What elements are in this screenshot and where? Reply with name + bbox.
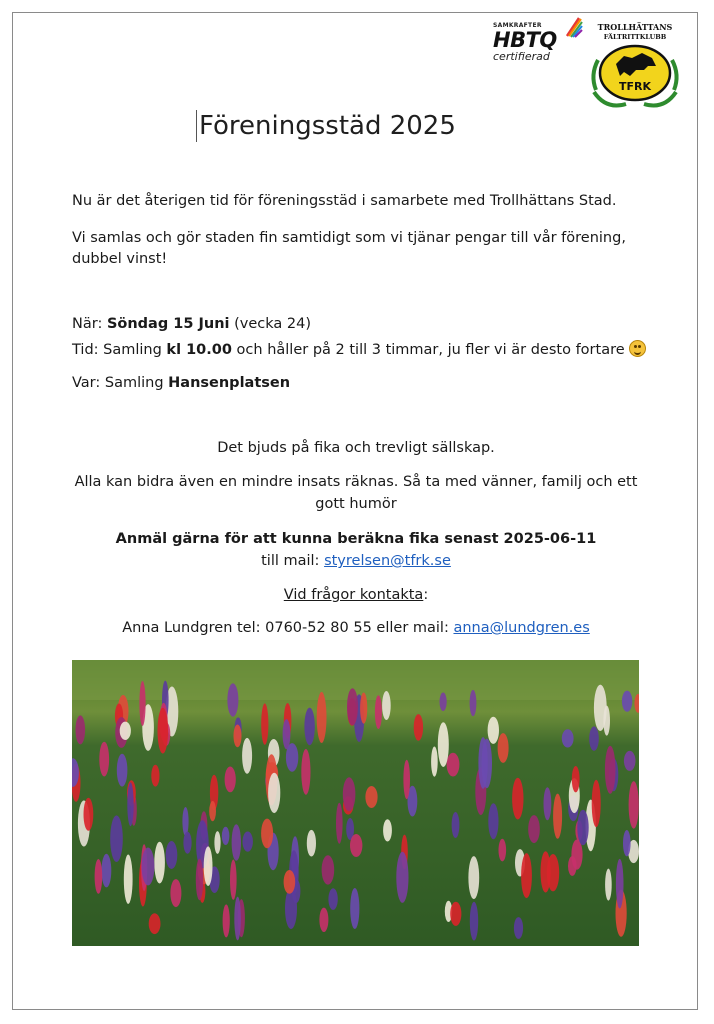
- flower-bed-photo: [72, 660, 639, 946]
- flower-spike: [209, 801, 216, 821]
- flower-spike: [347, 688, 358, 725]
- flower-spike: [622, 691, 632, 712]
- flower-spike: [336, 803, 343, 844]
- club-logo-sub-text: FÄLTRITTKLUBB: [603, 33, 667, 41]
- flower-spike: [117, 754, 128, 787]
- signup-line: Anmäl gärna för att kunna beräkna fika senast 2025-06-11: [115, 531, 597, 547]
- flower-spike: [328, 888, 337, 910]
- flower-spike: [301, 749, 310, 795]
- flower-spike: [383, 819, 392, 841]
- time-line: [72, 339, 646, 361]
- flower-spike: [450, 902, 461, 926]
- contact-email-link[interactable]: anna@lundgren.es: [453, 620, 590, 636]
- flower-spike: [183, 832, 191, 854]
- smiley-icon: [629, 340, 646, 357]
- flower-spike: [285, 888, 297, 929]
- flower-spike: [414, 714, 423, 741]
- flower-spike: [528, 815, 540, 843]
- flower-spike: [261, 703, 268, 744]
- intro-line-3: dubbel vinst!: [72, 251, 168, 267]
- flower-spike: [616, 859, 624, 909]
- questions-colon: :: [423, 587, 429, 603]
- flower-spike: [158, 708, 169, 754]
- flower-spike: [284, 870, 296, 894]
- flower-spike: [452, 812, 460, 838]
- flower-spike: [234, 725, 242, 748]
- contact-prefix: Anna Lundgren tel: 0760-52 80 55 eller mail:: [122, 620, 454, 636]
- flower-spike: [225, 767, 236, 793]
- flower-spike: [375, 695, 382, 729]
- when-label: När:: [72, 316, 107, 332]
- flower-spike: [99, 742, 109, 777]
- flower-spike: [512, 778, 523, 820]
- intro-line-1: Nu är det återigen tid för föreningsstäd i samarbete med Trollhättans Stad.: [72, 193, 617, 209]
- flower-spike: [149, 913, 161, 934]
- flower-spike: [438, 722, 449, 767]
- flower-spike: [204, 846, 213, 886]
- flower-spike: [127, 782, 133, 826]
- flower-spike: [230, 860, 237, 900]
- flower-spike: [360, 693, 367, 724]
- fika-line: Det bjuds på fika och trevligt sällskap.: [217, 440, 495, 456]
- flower-spike: [322, 855, 335, 884]
- flower-spike: [124, 855, 133, 904]
- flower-spike: [470, 690, 477, 716]
- flower-spike: [268, 773, 280, 813]
- flower-spike: [624, 751, 636, 771]
- flower-spike: [196, 859, 203, 901]
- flower-spike: [343, 777, 356, 811]
- flower-spike: [592, 780, 601, 827]
- page-title: Föreningsstäd 2025: [196, 110, 456, 142]
- flower-spike: [521, 853, 532, 898]
- intro-line-2: Vi samlas och gör staden fin samtidigt som vi tjänar pengar till vår förening,: [72, 230, 626, 246]
- flower-spike: [553, 794, 562, 839]
- where-line: [72, 372, 290, 394]
- flower-spike: [447, 753, 460, 777]
- flower-spike: [382, 691, 391, 720]
- flower-spike: [223, 904, 230, 937]
- flower-spike: [234, 897, 241, 941]
- flower-spike: [139, 681, 145, 726]
- flower-spike: [403, 760, 410, 799]
- flower-spike: [102, 854, 112, 888]
- hbtq-logo-main-text: HBTQ: [493, 28, 557, 52]
- flower-spike: [151, 765, 159, 787]
- flower-spike: [243, 832, 253, 852]
- flower-spike: [470, 902, 478, 941]
- contact-line: [72, 617, 640, 639]
- flower-spike: [623, 830, 631, 856]
- flower-spike: [222, 827, 230, 845]
- flower-spike: [499, 839, 507, 862]
- flower-spike: [304, 708, 314, 746]
- flower-spike: [214, 831, 220, 854]
- flower-spike: [170, 879, 181, 907]
- hbtq-certified-logo: [493, 22, 583, 74]
- flower-spike: [227, 683, 238, 716]
- flower-spike: [589, 726, 599, 750]
- flower-spike: [242, 738, 252, 774]
- flower-spike: [76, 715, 86, 744]
- flower-spike: [440, 693, 447, 712]
- flower-spike: [562, 729, 574, 747]
- hbtq-logo-sub-text: certifierad: [493, 50, 550, 63]
- flower-spike: [605, 869, 612, 901]
- flower-spike: [142, 848, 155, 886]
- flower-spike: [95, 859, 103, 894]
- flower-spike: [514, 917, 523, 939]
- flower-spike: [431, 747, 438, 777]
- flower-spike: [283, 719, 291, 749]
- flower-spike: [84, 798, 94, 831]
- flower-spike: [110, 815, 123, 862]
- signup-email-link[interactable]: styrelsen@tfrk.se: [324, 553, 451, 569]
- flower-spike: [488, 803, 498, 839]
- flower-spike: [396, 852, 408, 903]
- tfrk-club-logo: [586, 20, 684, 116]
- flower-spike: [182, 807, 188, 836]
- time-label: Tid: Samling: [72, 342, 167, 358]
- flower-spike: [261, 819, 273, 849]
- rainbow-swoosh-icon: [565, 16, 583, 38]
- flower-spike: [488, 717, 499, 744]
- where-label: Var: Samling: [72, 375, 169, 391]
- flower-spike: [166, 841, 178, 869]
- flower-spike: [605, 746, 616, 794]
- club-logo-abbr: TFRK: [618, 80, 652, 93]
- flower-spike: [629, 781, 639, 829]
- hbtq-logo-top-text: SAMKRAFTER: [493, 22, 542, 29]
- flower-spike: [468, 856, 479, 899]
- all-contribute-line-2: gott humör: [315, 496, 397, 512]
- flower-spike: [594, 685, 607, 731]
- flower-spike: [154, 842, 165, 884]
- when-extra: (vecka 24): [229, 316, 311, 332]
- flower-spike: [365, 786, 377, 808]
- flower-spike: [541, 851, 551, 892]
- flower-spike: [577, 810, 588, 846]
- time-value: kl 10.00: [166, 342, 232, 358]
- flower-spike: [572, 766, 580, 792]
- flower-spike: [498, 733, 509, 763]
- flower-spike: [544, 787, 552, 820]
- signup-mail-line: [72, 550, 640, 572]
- flower-spike: [350, 834, 362, 857]
- where-value: Hansenplatsen: [168, 375, 291, 391]
- club-logo-top-text: TROLLHÄTTANS: [597, 22, 673, 32]
- questions-line: [72, 584, 640, 606]
- flower-spike: [319, 908, 328, 932]
- questions-label: Vid frågor kontakta: [283, 587, 424, 603]
- time-extra: och håller på 2 till 3 timmar, ju fler vi är desto fortare: [231, 342, 630, 358]
- all-contribute-line-1: Alla kan bidra även en mindre insats räknas. Så ta med vänner, familj och ett: [74, 474, 638, 490]
- flower-spike: [120, 722, 131, 740]
- flower-spike: [350, 888, 359, 929]
- flower-spike: [307, 830, 316, 857]
- when-value: Söndag 15 Juni: [106, 316, 230, 332]
- flower-spike: [478, 737, 487, 789]
- signup-mail-prefix: till mail:: [261, 553, 325, 569]
- flower-spike: [317, 692, 327, 743]
- when-line: [72, 313, 311, 335]
- flower-spike: [232, 824, 241, 861]
